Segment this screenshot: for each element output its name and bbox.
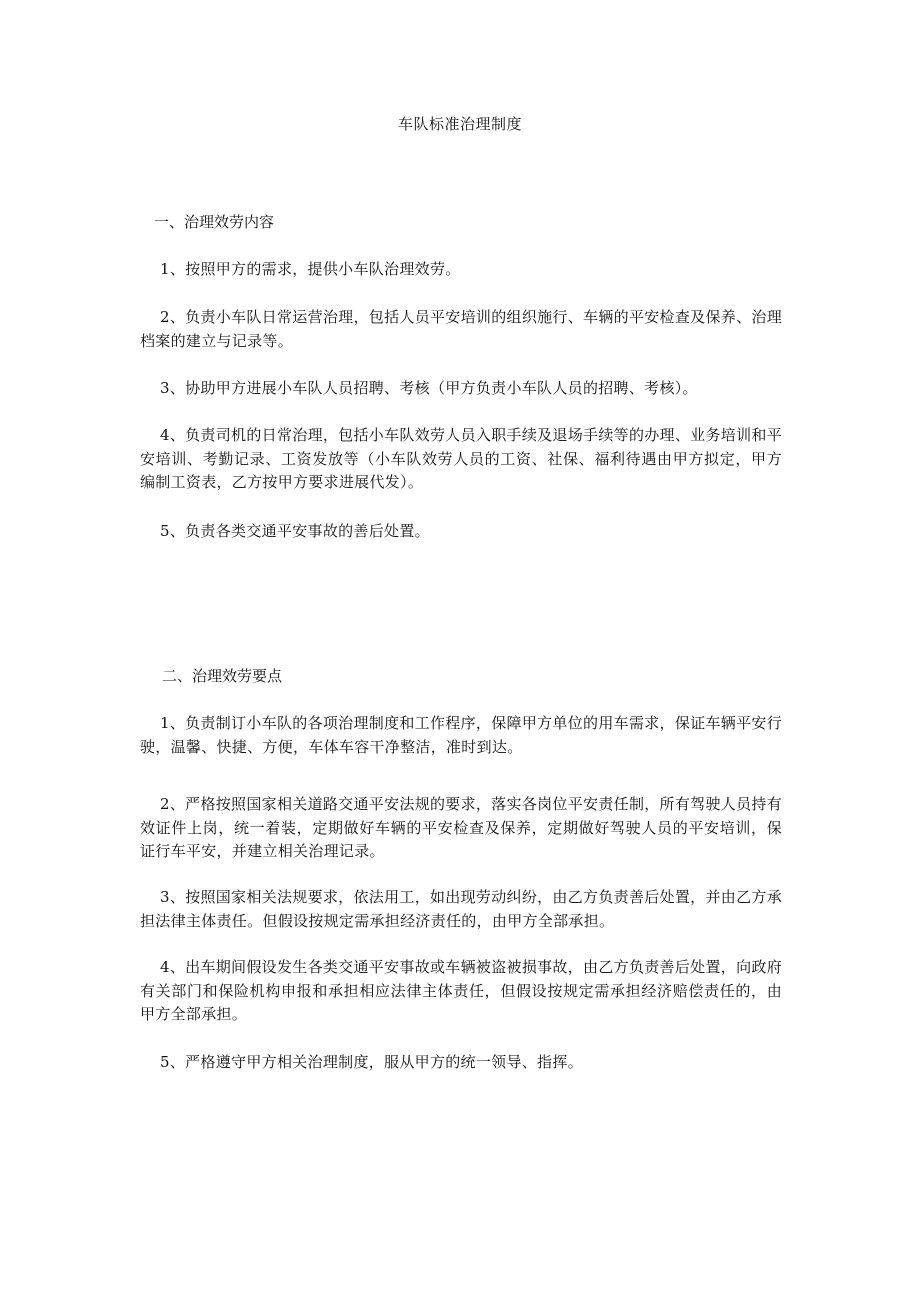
- section-2-item-5: 5、严格遵守甲方相关治理制度，服从甲方的统一领导、指挥。: [160, 1053, 583, 1071]
- document-title: 车队标准治理制度: [397, 115, 522, 133]
- section-2-item-3: 3、按照国家相关法规要求，依法用工，如出现劳动纠纷，由乙方负责善后处置，并由乙方承担法律主体责任。但假设按规定需承担经济责任的，由甲方全部承担。: [140, 888, 782, 930]
- section-1-item-1: 1、按照甲方的需求，提供小车队治理效劳。: [160, 260, 461, 278]
- section-heading-2: 二、治理效劳要点: [162, 667, 283, 685]
- section-1-item-2: 2、负责小车队日常运营治理，包括人员平安培训的组织施行、车辆的平安检查及保养、治理档案的建立与记录等。: [140, 308, 782, 350]
- section-2-item-1: 1、负责制订小车队的各项治理制度和工作程序，保障甲方单位的用车需求，保证车辆平安行驶，温馨、快捷、方便，车体车容干净整洁，准时到达。: [140, 714, 782, 756]
- section-2-item-4: 4、出车期间假设发生各类交通平安事故或车辆被盗被损事故，由乙方负责善后处置，向政府有关部门和保险机构申报和承担相应法律主体责任，但假设按规定需承担经济赔偿责任的，由甲方全部承担。: [140, 958, 782, 1023]
- section-1-item-3: 3、协助甲方进展小车队人员招聘、考核（甲方负责小车队人员的招聘、考核）。: [160, 379, 698, 397]
- section-heading-1: 一、治理效劳内容: [154, 213, 275, 231]
- section-2-item-2: 2、严格按照国家相关道路交通平安法规的要求，落实各岗位平安责任制，所有驾驶人员持有效证件上岗，统一着装，定期做好车辆的平安检查及保养，定期做好驾驶人员的平安培训，保证行车平安，并建立相关治理记录。: [140, 795, 782, 860]
- section-1-item-5: 5、负责各类交通平安事故的善后处置。: [160, 522, 430, 540]
- section-1-item-4: 4、负责司机的日常治理，包括小车队效劳人员入职手续及退场手续等的办理、业务培训和平安培训、考勤记录、工资发放等（小车队效劳人员的工资、社保、福利待遇由甲方拟定，甲方编制工资表，乙方按甲方要求进展代发）。: [140, 426, 782, 491]
